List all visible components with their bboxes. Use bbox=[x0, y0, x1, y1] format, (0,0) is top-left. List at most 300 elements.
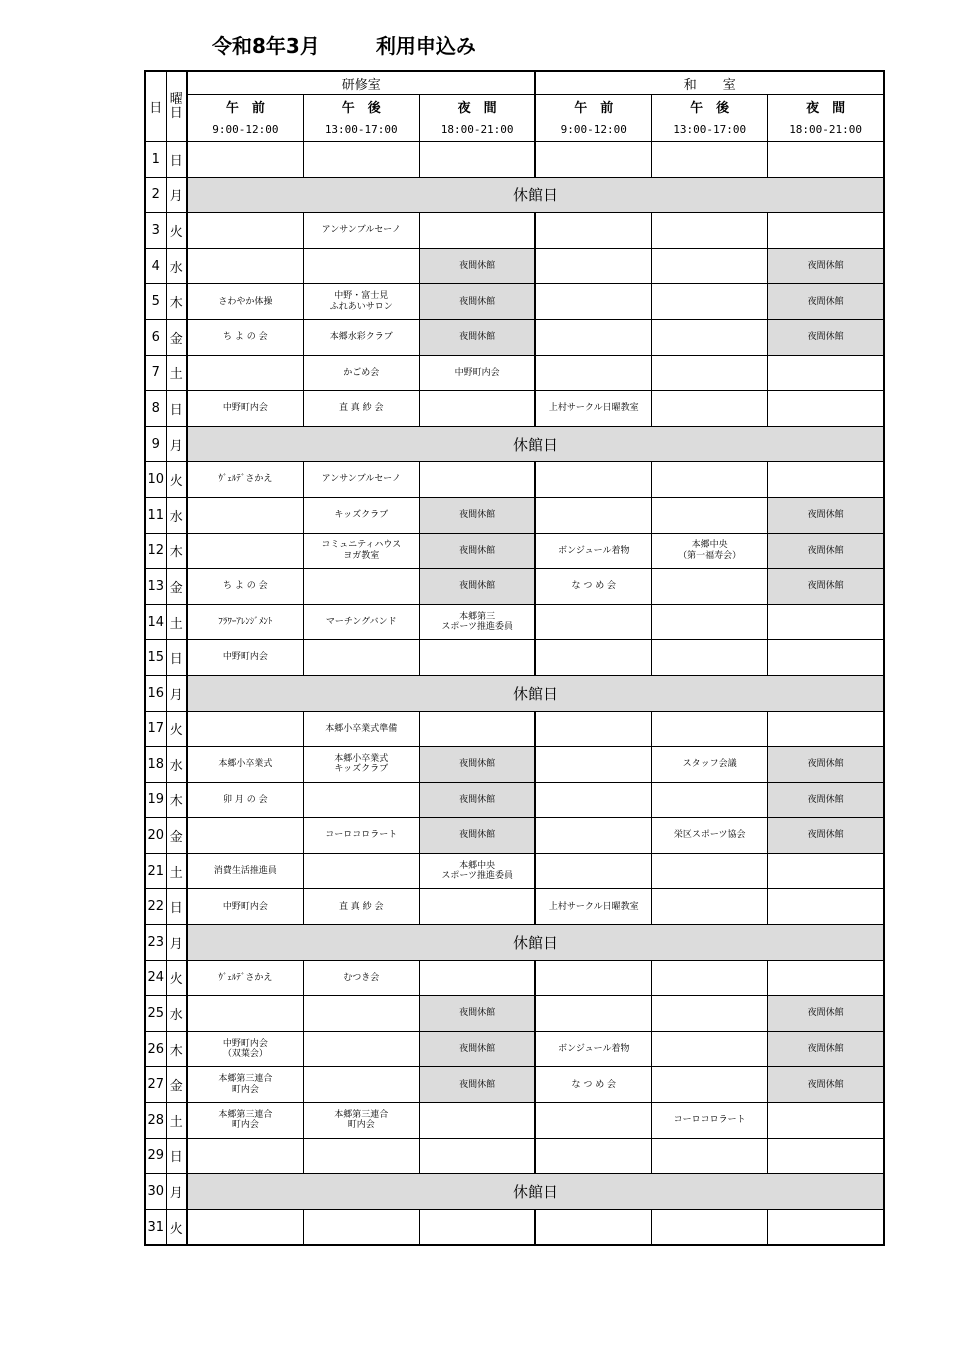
slot-time: 13:00-17:00 bbox=[324, 122, 398, 136]
booking-text: 町内会 bbox=[231, 1084, 259, 1095]
booking-cell bbox=[535, 889, 651, 925]
day-number: 13 bbox=[145, 569, 166, 605]
booking-cell bbox=[303, 497, 419, 533]
booking-cell bbox=[303, 1031, 419, 1067]
booking-cell bbox=[768, 853, 884, 889]
day-number: 16 bbox=[145, 675, 166, 711]
weekday-column-header: 曜日 bbox=[166, 71, 187, 142]
booking-text: 直 真 紗 会 bbox=[338, 403, 384, 414]
booking-cell bbox=[768, 213, 884, 249]
table-row bbox=[145, 996, 884, 1032]
booking-cell bbox=[768, 640, 884, 676]
booking-cell bbox=[303, 782, 419, 818]
weekday: 火 bbox=[166, 711, 187, 747]
booking-cell bbox=[768, 960, 884, 996]
booking-text: 中野町内会 bbox=[222, 652, 268, 663]
booking-text: 本郷第三連合 bbox=[334, 1109, 389, 1120]
booking-cell bbox=[187, 889, 303, 925]
booking-text: 栄区スポーツ協会 bbox=[673, 830, 746, 841]
booking-cell bbox=[768, 604, 884, 640]
booking-text: 夜間休館 bbox=[807, 794, 844, 805]
booking-text: な つ め 会 bbox=[571, 1079, 617, 1090]
booking-text: 夜間休館 bbox=[807, 545, 844, 556]
weekday: 月 bbox=[166, 177, 187, 213]
booking-cell bbox=[535, 711, 651, 747]
booking-cell bbox=[187, 782, 303, 818]
weekday: 水 bbox=[166, 497, 187, 533]
booking-text: アンサンブルセーノ bbox=[321, 225, 401, 236]
table-row bbox=[145, 1067, 884, 1103]
booking-cell bbox=[187, 284, 303, 320]
booking-cell bbox=[303, 391, 419, 427]
slot-header bbox=[652, 95, 768, 142]
booking-cell bbox=[303, 142, 419, 178]
night-closed-cell bbox=[768, 1067, 884, 1103]
booking-cell bbox=[419, 1103, 535, 1139]
night-closed-cell bbox=[419, 569, 535, 605]
weekday: 金 bbox=[166, 569, 187, 605]
booking-cell bbox=[652, 711, 768, 747]
booking-cell bbox=[652, 747, 768, 783]
booking-cell bbox=[187, 604, 303, 640]
booking-cell bbox=[419, 604, 535, 640]
room-header-training: 研修室 bbox=[187, 71, 535, 95]
room-header-washitsu: 和 室 bbox=[535, 71, 884, 95]
night-closed-cell bbox=[419, 497, 535, 533]
booking-cell bbox=[187, 1067, 303, 1103]
table-row bbox=[145, 142, 884, 178]
booking-cell bbox=[419, 142, 535, 178]
booking-cell bbox=[535, 319, 651, 355]
booking-text: 本郷第三 bbox=[459, 611, 496, 622]
weekday: 日 bbox=[166, 142, 187, 178]
table-row bbox=[145, 319, 884, 355]
booking-cell bbox=[187, 142, 303, 178]
table-row bbox=[145, 177, 884, 213]
booking-cell bbox=[187, 533, 303, 569]
booking-cell bbox=[187, 391, 303, 427]
booking-cell bbox=[535, 782, 651, 818]
booking-cell bbox=[187, 1209, 303, 1245]
booking-text: 夜間休館 bbox=[807, 581, 844, 592]
slot-time: 9:00-12:00 bbox=[212, 122, 279, 136]
table-row bbox=[145, 675, 884, 711]
booking-text: 夜間休館 bbox=[459, 581, 496, 592]
day-number: 1 bbox=[145, 142, 166, 178]
slot-name: 夜 間 bbox=[457, 100, 497, 116]
booking-text: 夜間休館 bbox=[459, 794, 496, 805]
booking-cell bbox=[187, 462, 303, 498]
slot-name: 午 後 bbox=[341, 100, 381, 116]
booking-cell bbox=[187, 213, 303, 249]
booking-cell bbox=[303, 818, 419, 854]
night-closed-cell bbox=[419, 248, 535, 284]
booking-cell bbox=[303, 319, 419, 355]
weekday: 月 bbox=[166, 426, 187, 462]
booking-text: 上村サークル日曜教室 bbox=[548, 901, 639, 912]
title-subtitle: 利用申込み bbox=[375, 34, 476, 58]
booking-cell bbox=[652, 497, 768, 533]
booking-text: な つ め 会 bbox=[571, 581, 617, 592]
night-closed-cell bbox=[768, 533, 884, 569]
booking-cell bbox=[652, 960, 768, 996]
booking-text: 夜間休館 bbox=[459, 332, 496, 343]
table-row bbox=[145, 426, 884, 462]
booking-text: キッズクラブ bbox=[334, 510, 389, 521]
day-number: 5 bbox=[145, 284, 166, 320]
booking-cell bbox=[535, 248, 651, 284]
weekday: 火 bbox=[166, 960, 187, 996]
weekday: 日 bbox=[166, 889, 187, 925]
day-number: 10 bbox=[145, 462, 166, 498]
booking-text: キッズクラブ bbox=[334, 764, 389, 775]
day-number: 27 bbox=[145, 1067, 166, 1103]
night-closed-cell bbox=[768, 747, 884, 783]
booking-cell bbox=[652, 1031, 768, 1067]
booking-cell bbox=[303, 747, 419, 783]
booking-cell bbox=[303, 213, 419, 249]
table-row bbox=[145, 604, 884, 640]
booking-text: スポーツ推進委員 bbox=[441, 871, 513, 882]
table-row bbox=[145, 1138, 884, 1174]
booking-cell bbox=[535, 996, 651, 1032]
booking-cell bbox=[303, 960, 419, 996]
holiday-cell: 休館日 bbox=[187, 177, 884, 213]
weekday: 日 bbox=[166, 640, 187, 676]
booking-cell bbox=[652, 391, 768, 427]
table-row bbox=[145, 889, 884, 925]
booking-cell bbox=[419, 711, 535, 747]
booking-text: 町内会 bbox=[231, 1120, 259, 1131]
booking-text: 中野町内会 bbox=[454, 367, 500, 378]
booking-cell bbox=[652, 142, 768, 178]
booking-text: 夜間休館 bbox=[459, 510, 496, 521]
day-number: 19 bbox=[145, 782, 166, 818]
booking-text: コーロコロラート bbox=[673, 1115, 746, 1126]
booking-cell bbox=[303, 1209, 419, 1245]
booking-cell bbox=[652, 818, 768, 854]
booking-text: 直 真 紗 会 bbox=[338, 901, 384, 912]
booking-cell bbox=[652, 213, 768, 249]
night-closed-cell bbox=[419, 533, 535, 569]
slot-header bbox=[303, 95, 419, 142]
booking-cell bbox=[187, 996, 303, 1032]
table-row bbox=[145, 284, 884, 320]
booking-text: 本郷小卒業式 bbox=[218, 759, 273, 770]
slot-header bbox=[187, 95, 303, 142]
holiday-cell: 休館日 bbox=[187, 675, 884, 711]
booking-cell bbox=[419, 1138, 535, 1174]
weekday: 木 bbox=[166, 284, 187, 320]
night-closed-cell bbox=[768, 497, 884, 533]
booking-cell bbox=[652, 996, 768, 1032]
booking-cell bbox=[652, 462, 768, 498]
day-number: 12 bbox=[145, 533, 166, 569]
booking-cell bbox=[187, 1031, 303, 1067]
table-row bbox=[145, 1031, 884, 1067]
booking-text: ち よ の 会 bbox=[223, 332, 268, 343]
booking-cell bbox=[652, 569, 768, 605]
booking-text: 中野町内会 bbox=[222, 403, 268, 414]
booking-cell bbox=[768, 711, 884, 747]
booking-text: コミュニティハウス bbox=[321, 540, 402, 551]
booking-cell bbox=[768, 1103, 884, 1139]
booking-cell bbox=[303, 462, 419, 498]
table-row bbox=[145, 747, 884, 783]
day-number: 14 bbox=[145, 604, 166, 640]
booking-text: 本郷第三連合 bbox=[218, 1109, 273, 1120]
booking-text: 夜間休館 bbox=[459, 830, 496, 841]
night-closed-cell bbox=[419, 747, 535, 783]
booking-cell bbox=[419, 391, 535, 427]
weekday: 日 bbox=[166, 1138, 187, 1174]
booking-cell bbox=[535, 355, 651, 391]
booking-cell bbox=[768, 462, 884, 498]
booking-cell bbox=[303, 248, 419, 284]
booking-cell bbox=[535, 391, 651, 427]
booking-text: 夜間休館 bbox=[459, 1043, 496, 1054]
booking-cell bbox=[535, 569, 651, 605]
night-closed-cell bbox=[768, 996, 884, 1032]
table-row bbox=[145, 711, 884, 747]
table-row bbox=[145, 1174, 884, 1210]
booking-text: ボンジュール着物 bbox=[558, 545, 630, 556]
booking-cell bbox=[768, 391, 884, 427]
table-row bbox=[145, 391, 884, 427]
booking-cell bbox=[187, 497, 303, 533]
weekday: 火 bbox=[166, 213, 187, 249]
table-row bbox=[145, 640, 884, 676]
booking-cell bbox=[303, 284, 419, 320]
booking-cell bbox=[535, 213, 651, 249]
booking-cell bbox=[303, 604, 419, 640]
night-closed-cell bbox=[768, 782, 884, 818]
booking-cell bbox=[535, 533, 651, 569]
night-closed-cell bbox=[768, 248, 884, 284]
weekday: 火 bbox=[166, 1209, 187, 1245]
booking-cell bbox=[187, 569, 303, 605]
weekday: 火 bbox=[166, 462, 187, 498]
booking-text: 本郷小卒業式 bbox=[334, 754, 389, 765]
booking-cell bbox=[419, 213, 535, 249]
booking-cell bbox=[419, 960, 535, 996]
booking-text: コーロコロラート bbox=[325, 830, 398, 841]
day-number: 20 bbox=[145, 818, 166, 854]
booking-cell bbox=[652, 533, 768, 569]
night-closed-cell bbox=[419, 996, 535, 1032]
table-row bbox=[145, 782, 884, 818]
holiday-cell: 休館日 bbox=[187, 925, 884, 961]
weekday: 木 bbox=[166, 782, 187, 818]
booking-text: 夜間休館 bbox=[459, 296, 496, 307]
booking-text: マーチングバンド bbox=[325, 616, 397, 627]
booking-cell bbox=[535, 1103, 651, 1139]
table-row bbox=[145, 462, 884, 498]
booking-text: アンサンブルセーノ bbox=[321, 474, 401, 485]
booking-text: 中野町内会 bbox=[222, 901, 268, 912]
booking-cell bbox=[768, 142, 884, 178]
booking-text: ふれあいサロン bbox=[329, 301, 393, 312]
weekday: 水 bbox=[166, 996, 187, 1032]
booking-cell bbox=[535, 142, 651, 178]
booking-cell bbox=[535, 497, 651, 533]
day-number: 9 bbox=[145, 426, 166, 462]
booking-text: 夜間休館 bbox=[807, 260, 844, 271]
booking-text: 本郷中央 bbox=[691, 540, 728, 551]
weekday: 月 bbox=[166, 675, 187, 711]
slot-name: 午 前 bbox=[574, 100, 614, 116]
slot-name: 午 後 bbox=[690, 100, 730, 116]
day-number: 15 bbox=[145, 640, 166, 676]
schedule-body bbox=[145, 142, 884, 1246]
day-number: 4 bbox=[145, 248, 166, 284]
booking-cell bbox=[652, 355, 768, 391]
schedule-table bbox=[144, 70, 885, 1246]
night-closed-cell bbox=[419, 1031, 535, 1067]
weekday: 土 bbox=[166, 1103, 187, 1139]
booking-cell bbox=[303, 996, 419, 1032]
booking-text: 夜間休館 bbox=[807, 759, 844, 770]
booking-cell bbox=[187, 1103, 303, 1139]
booking-text: （双葉会） bbox=[222, 1049, 268, 1060]
booking-text: むつき会 bbox=[343, 972, 380, 983]
booking-cell bbox=[303, 640, 419, 676]
night-closed-cell bbox=[768, 319, 884, 355]
booking-cell bbox=[652, 284, 768, 320]
weekday: 土 bbox=[166, 604, 187, 640]
slot-time: 9:00-12:00 bbox=[560, 122, 627, 136]
booking-text: 本郷小卒業式準備 bbox=[325, 723, 398, 734]
booking-cell bbox=[187, 747, 303, 783]
table-row bbox=[145, 818, 884, 854]
booking-text: 卯 月 の 会 bbox=[223, 794, 268, 805]
booking-text: 夜間休館 bbox=[807, 510, 844, 521]
booking-cell bbox=[187, 248, 303, 284]
day-number: 24 bbox=[145, 960, 166, 996]
day-number: 29 bbox=[145, 1138, 166, 1174]
booking-cell bbox=[303, 569, 419, 605]
slot-time: 18:00-21:00 bbox=[440, 122, 514, 136]
booking-cell bbox=[768, 889, 884, 925]
booking-text: スタッフ会議 bbox=[682, 759, 737, 770]
table-row bbox=[145, 925, 884, 961]
page-title bbox=[212, 30, 476, 59]
booking-text: 夜間休館 bbox=[459, 1079, 496, 1090]
booking-cell bbox=[768, 1138, 884, 1174]
booking-text: 中野町内会 bbox=[222, 1038, 268, 1049]
day-number: 11 bbox=[145, 497, 166, 533]
night-closed-cell bbox=[419, 818, 535, 854]
booking-text: 夜間休館 bbox=[459, 260, 496, 271]
slot-name: 午 前 bbox=[225, 100, 265, 116]
booking-cell bbox=[652, 1209, 768, 1245]
weekday: 金 bbox=[166, 319, 187, 355]
day-number: 8 bbox=[145, 391, 166, 427]
booking-cell bbox=[652, 853, 768, 889]
day-number: 30 bbox=[145, 1174, 166, 1210]
booking-cell bbox=[535, 818, 651, 854]
booking-cell bbox=[535, 747, 651, 783]
slot-time: 18:00-21:00 bbox=[789, 122, 863, 136]
table-row bbox=[145, 853, 884, 889]
booking-cell bbox=[303, 889, 419, 925]
booking-cell bbox=[652, 1103, 768, 1139]
booking-cell bbox=[535, 1138, 651, 1174]
booking-text: 消費生活推進員 bbox=[213, 866, 277, 876]
booking-text: 夜間休館 bbox=[807, 1043, 844, 1054]
day-number: 25 bbox=[145, 996, 166, 1032]
booking-cell bbox=[187, 711, 303, 747]
weekday: 木 bbox=[166, 1031, 187, 1067]
booking-text: かごめ会 bbox=[343, 367, 380, 378]
booking-cell bbox=[303, 1138, 419, 1174]
booking-text: ボンジュール着物 bbox=[558, 1043, 630, 1054]
booking-text: ｳﾞｪﾙﾃﾞさかえ bbox=[218, 474, 273, 485]
booking-cell bbox=[303, 355, 419, 391]
booking-text: 上村サークル日曜教室 bbox=[548, 403, 639, 414]
weekday: 土 bbox=[166, 355, 187, 391]
booking-text: 本郷中央 bbox=[459, 860, 496, 871]
booking-text: 夜間休館 bbox=[459, 545, 496, 556]
weekday: 水 bbox=[166, 747, 187, 783]
booking-text: 夜間休館 bbox=[807, 1008, 844, 1019]
night-closed-cell bbox=[419, 319, 535, 355]
booking-cell bbox=[652, 889, 768, 925]
booking-text: スポーツ推進委員 bbox=[441, 622, 513, 633]
booking-text: 夜間休館 bbox=[807, 296, 844, 307]
night-closed-cell bbox=[419, 284, 535, 320]
night-closed-cell bbox=[768, 284, 884, 320]
booking-text: ｳﾞｪﾙﾃﾞさかえ bbox=[218, 972, 273, 983]
slot-header bbox=[535, 95, 651, 142]
booking-cell bbox=[768, 1209, 884, 1245]
booking-cell bbox=[187, 818, 303, 854]
day-number: 7 bbox=[145, 355, 166, 391]
slot-header bbox=[419, 95, 535, 142]
table-row bbox=[145, 213, 884, 249]
table-row bbox=[145, 248, 884, 284]
weekday: 月 bbox=[166, 1174, 187, 1210]
weekday: 金 bbox=[166, 818, 187, 854]
booking-cell bbox=[535, 853, 651, 889]
booking-text: 夜間休館 bbox=[459, 1008, 496, 1019]
booking-cell bbox=[419, 640, 535, 676]
booking-cell bbox=[187, 355, 303, 391]
booking-cell bbox=[535, 462, 651, 498]
day-column-header: 日 bbox=[145, 71, 166, 142]
booking-text: 夜間休館 bbox=[807, 830, 844, 841]
day-number: 3 bbox=[145, 213, 166, 249]
booking-cell bbox=[652, 640, 768, 676]
table-row bbox=[145, 1103, 884, 1139]
booking-text: 町内会 bbox=[347, 1120, 375, 1131]
booking-text: ﾌﾗﾜｰｱﾚﾝｼﾞﾒﾝﾄ bbox=[218, 616, 273, 627]
booking-cell bbox=[419, 355, 535, 391]
booking-cell bbox=[652, 319, 768, 355]
booking-cell bbox=[652, 782, 768, 818]
day-number: 6 bbox=[145, 319, 166, 355]
holiday-cell: 休館日 bbox=[187, 426, 884, 462]
weekday: 月 bbox=[166, 925, 187, 961]
booking-cell bbox=[535, 284, 651, 320]
booking-text: 夜間休館 bbox=[807, 332, 844, 343]
day-number: 31 bbox=[145, 1209, 166, 1245]
day-number: 28 bbox=[145, 1103, 166, 1139]
night-closed-cell bbox=[419, 782, 535, 818]
night-closed-cell bbox=[768, 569, 884, 605]
night-closed-cell bbox=[768, 818, 884, 854]
booking-cell bbox=[535, 1031, 651, 1067]
